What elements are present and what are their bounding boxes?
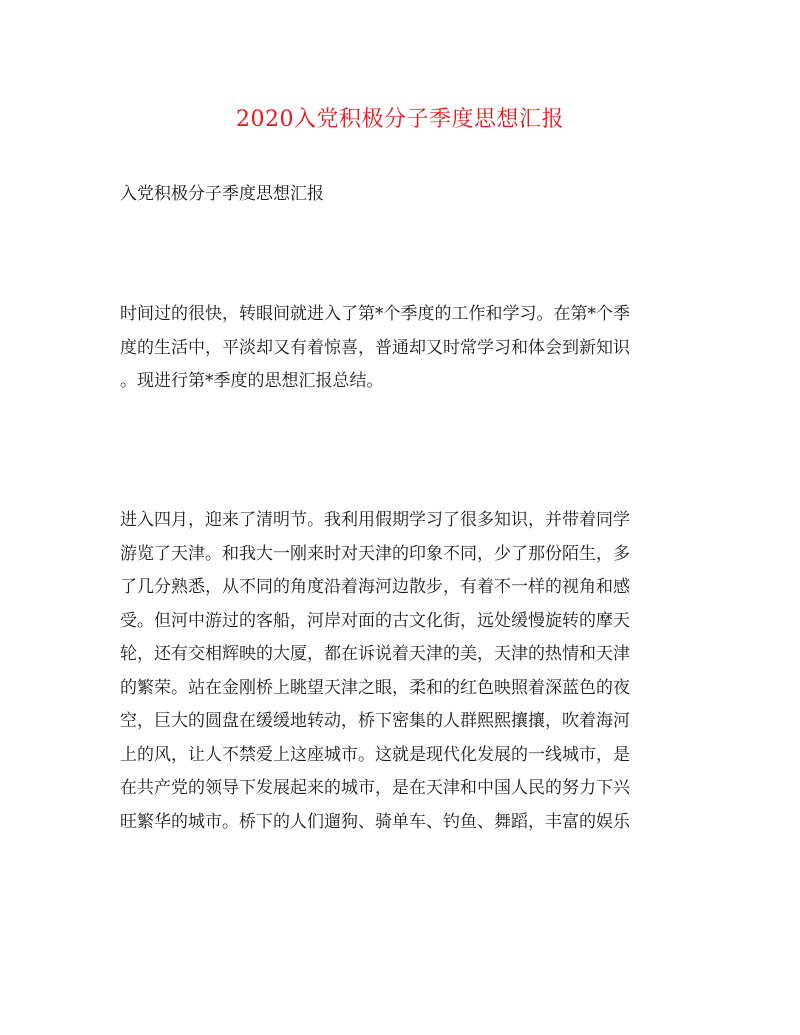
- paragraph-line: 。现进行第*季度的思想汇报总结。: [120, 371, 384, 391]
- paragraph-line: 度的生活中，平淡却又有着惊喜，普通却又时常学习和体会到新知识: [120, 337, 630, 358]
- document-subtitle: 入党积极分子季度思想汇报: [120, 184, 324, 204]
- paragraph-2: [120, 504, 680, 839]
- paragraph-line: 进入四月，迎来了清明节。我利用假期学习了很多知识，并带着同学: [120, 510, 630, 530]
- paragraph-line: 受。但河中游过的客船，河岸对面的古文化街，远处缓慢旋转的摩天: [120, 610, 630, 631]
- paragraph-line: 了几分熟悉，从不同的角度沿着海河边散步，有着不一样的视角和感: [120, 577, 630, 597]
- paragraph-line: 的繁荣。站在金刚桥上眺望天津之眼，柔和的红色映照着深蓝色的夜: [120, 677, 630, 698]
- paragraph-line: 旺繁华的城市。桥下的人们遛狗、骑单车、钓鱼、舞蹈，丰富的娱乐: [120, 811, 630, 832]
- paragraph-line: 游览了天津。和我大一刚来时对天津的印象不同，少了那份陌生，多: [120, 543, 630, 564]
- paragraph-line: 轮，还有交相辉映的大厦，都在诉说着天津的美，天津的热情和天津: [120, 644, 630, 664]
- paragraph-line: 在共产党的领导下发展起来的城市，是在天津和中国人民的努力下兴: [120, 778, 630, 798]
- paragraph-1: [120, 298, 680, 399]
- paragraph-line: 上的风，让人不禁爱上这座城市。这就是现代化发展的一线城市，是: [120, 744, 630, 765]
- paragraph-line: 空，巨大的圆盘在缓缓地转动，桥下密集的人群熙熙攘攘，吹着海河: [120, 711, 630, 731]
- document-title: 2020入党积极分子季度思想汇报: [236, 107, 564, 132]
- paragraph-line: 时间过的很快，转眼间就进入了第*个季度的工作和学习。在第*个季: [120, 304, 630, 324]
